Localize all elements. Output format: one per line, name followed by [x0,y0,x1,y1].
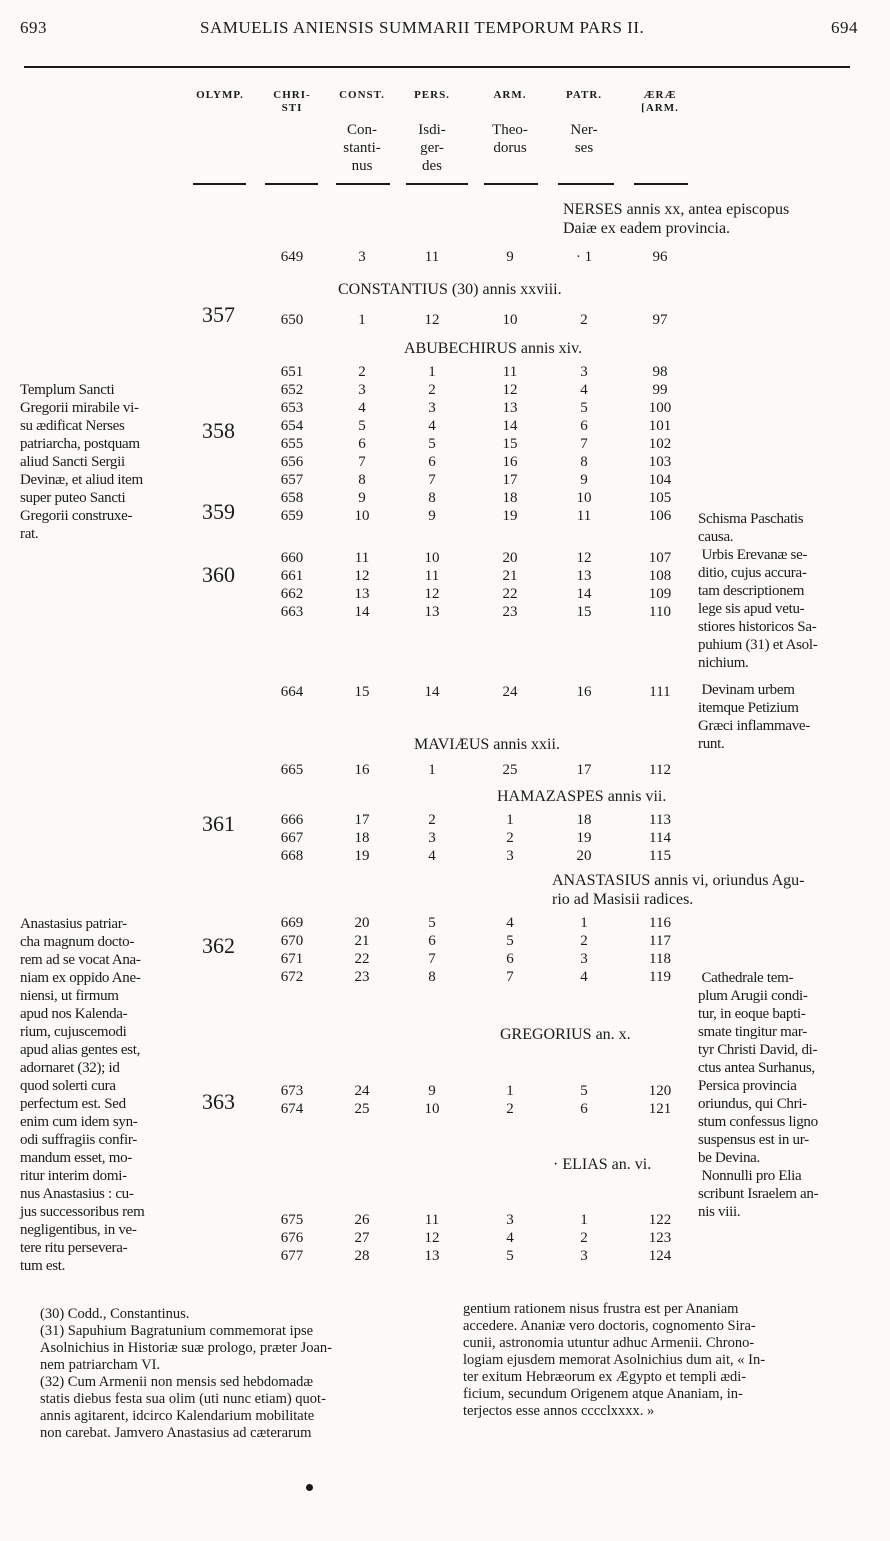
column-header-pers: PERS. [414,89,450,101]
column-header-olymp: OLYMP. [196,89,244,101]
cell-aerae: 109 [648,586,672,602]
cell-const: 16 [354,762,370,778]
cell-patr: 2 [580,312,588,328]
cell-pers: 12 [424,312,440,328]
cell-const: 19 [354,848,370,864]
cell-const: 4 [358,400,366,416]
reign-heading: GREGORIUS an. x. [500,1026,631,1043]
cell-arm: 1 [506,1083,514,1099]
olympiad-number: 359 [202,499,235,524]
cell-aerae: 102 [648,436,672,452]
cell-christi: 666 [280,812,304,828]
cell-arm: 14 [502,418,518,434]
cell-aerae: 106 [648,508,672,524]
cell-patr: 16 [576,684,592,700]
column-underline [406,183,468,185]
reign-heading: MAVIÆUS annis xxii. [414,736,560,753]
olympiad-number: 360 [202,562,235,587]
cell-patr: 10 [576,490,592,506]
cell-patr: 20 [576,848,592,864]
cell-const: 9 [358,490,366,506]
cell-aerae: 96 [652,249,668,265]
cell-patr: 2 [580,1230,588,1246]
cell-christi: 650 [280,312,304,328]
cell-pers: 11 [424,249,440,265]
footnotes-left: (30) Codd., Constantinus. (31) Sapuhium Bagratunium commemorat ipse Asolnichius in Historiæ suæ prologo, præter Joan- nem patriarcham VI. (32) Cum Armenii non mensis sed hebdomadæ statis diebus festa sua olim (uti nunc etiam) quot- annis agitarent, idcirco Kalendarium mobilitate non carebat. Jamvero Anastasius ad cæterarum [40,1306,333,1441]
right-note-cathedrale: Cathedrale tem- plum Arugii condi- tur, in eoque bapti- smate tingitur mar- tyr Christi David, di- ctus antea Surhanus, Persica provincia oriundus, qui Chri- stum confessus ligno suspensus est in ur- be Devina. Nonnulli pro Elia scribunt Israelem an- nis viii. [698,970,819,1220]
cell-const: 15 [354,684,370,700]
cell-pers: 3 [428,830,436,846]
reign-heading: NERSES annis xx, antea episcopus Daiæ ex eadem provincia. [563,201,790,237]
olympiad-number: 357 [202,302,235,327]
cell-pers: 1 [428,762,436,778]
cell-arm: 10 [502,312,518,328]
cell-christi: 675 [280,1212,304,1228]
cell-patr: 9 [580,472,588,488]
cell-aerae: 103 [648,454,672,470]
cell-patr: 13 [576,568,592,584]
cell-arm: 11 [502,364,518,380]
cell-arm: 13 [502,400,518,416]
cell-aerae: 112 [649,762,671,778]
cell-pers: 6 [428,454,436,470]
cell-aerae: 120 [648,1083,672,1099]
cell-aerae: 104 [648,472,672,488]
cell-christi: 655 [280,436,304,452]
cell-pers: 10 [424,550,440,566]
cell-christi: 657 [280,472,304,488]
cell-christi: 670 [280,933,304,949]
cell-arm: 2 [506,1101,514,1117]
page-number-left: 693 [20,18,47,37]
column-subheader-arm: Theo- dorus [492,122,528,156]
cell-arm: 22 [502,586,518,602]
running-title: SAMUELIS ANIENSIS SUMMARII TEMPORUM PARS II. [200,18,645,37]
cell-christi: 671 [280,951,304,967]
cell-const: 2 [358,364,366,380]
cell-aerae: 118 [649,951,671,967]
footnotes-right: gentium rationem nisus frustra est per Ananiam accedere. Ananiæ vero doctoris, cognomento Sira- cunii, astronomia utuntur adhuc Armenii. Chrono- logiam ejusdem memorat Asolnichius dum ait, « In- ter exitum Hebræorum ex Ægypto et templi ædi- ficium, secundum Origenem atque Ananiam, in- terjectos esse annos cccclxxxx. » [463,1301,766,1419]
cell-patr: 18 [576,812,592,828]
cell-christi: 652 [280,382,304,398]
left-note-templum: Templum Sancti Gregorii mirabile vi- su ædificat Nerses patriarcha, postquam aliud Sancti Sergii Devinæ, et aliud item super puteo Sancti Gregorii construxe- rat. [20,382,143,542]
cell-patr: 3 [580,1248,588,1264]
cell-christi: 660 [280,550,304,566]
cell-christi: 668 [280,848,304,864]
cell-aerae: 113 [649,812,671,828]
cell-pers: 7 [428,951,436,967]
reign-heading: · ELIAS an. vi. [553,1156,652,1173]
cell-arm: 5 [506,1248,514,1264]
cell-pers: 13 [424,1248,440,1264]
cell-pers: 4 [428,848,436,864]
cell-patr: 5 [580,1083,588,1099]
cell-christi: 656 [280,454,304,470]
column-header-patr: PATR. [565,89,603,101]
cell-arm: 7 [506,969,514,985]
reign-heading: CONSTANTIUS (30) annis xxviii. [338,281,562,298]
cell-patr: 3 [580,364,588,380]
right-note-devinam: Devinam urbem itemque Petizium Græci inflammave- runt. [698,682,810,752]
cell-pers: 9 [428,1083,436,1099]
cell-pers: 8 [428,490,436,506]
cell-christi: 663 [280,604,304,620]
cell-arm: 24 [502,684,518,700]
header-rule [24,66,850,68]
cell-christi: 651 [280,364,304,380]
cell-aerae: 121 [648,1101,672,1117]
cell-pers: 9 [428,508,436,524]
olympiad-number: 363 [202,1089,235,1114]
cell-aerae: 114 [649,830,671,846]
cell-pers: 1 [428,364,436,380]
cell-pers: 7 [428,472,436,488]
cell-const: 26 [354,1212,370,1228]
cell-const: 13 [354,586,370,602]
cell-arm: 25 [502,762,518,778]
cell-christi: 677 [280,1248,304,1264]
cell-const: 28 [354,1248,370,1264]
cell-const: 12 [354,568,370,584]
cell-pers: 8 [428,969,436,985]
cell-patr: 12 [576,550,592,566]
cell-const: 18 [354,830,370,846]
cell-patr: · 1 [575,249,593,265]
cell-aerae: 115 [649,848,671,864]
cell-const: 23 [354,969,370,985]
cell-pers: 11 [424,568,440,584]
cell-patr: 6 [580,1101,588,1117]
cell-christi: 658 [280,490,304,506]
cell-aerae: 124 [648,1248,672,1264]
cell-pers: 10 [424,1101,440,1117]
olympiad-number: 362 [202,933,235,958]
cell-christi: 676 [280,1230,304,1246]
cell-const: 7 [358,454,366,470]
cell-aerae: 111 [649,684,671,700]
cell-arm: 2 [506,830,514,846]
cell-patr: 1 [580,1212,588,1228]
page-number-right: 694 [831,18,858,37]
cell-const: 22 [354,951,370,967]
column-subheader-pers: Isdi- ger- des [418,122,446,174]
cell-christi: 674 [280,1101,304,1117]
cell-const: 14 [354,604,370,620]
cell-pers: 6 [428,933,436,949]
cell-patr: 8 [580,454,588,470]
cell-aerae: 99 [652,382,668,398]
cell-const: 20 [354,915,370,931]
cell-arm: 1 [506,812,514,828]
column-underline [484,183,538,185]
cell-patr: 1 [580,915,588,931]
cell-aerae: 101 [648,418,672,434]
cell-aerae: 117 [649,933,671,949]
cell-const: 25 [354,1101,370,1117]
cell-arm: 3 [506,848,514,864]
cell-const: 27 [354,1230,370,1246]
cell-pers: 3 [428,400,436,416]
cell-arm: 3 [506,1212,514,1228]
cell-pers: 12 [424,1230,440,1246]
cell-const: 11 [354,550,370,566]
cell-aerae: 108 [648,568,672,584]
cell-arm: 9 [506,249,514,265]
reign-heading: HAMAZASPES annis vii. [497,788,667,805]
cell-pers: 5 [428,436,436,452]
cell-christi: 672 [280,969,304,985]
cell-patr: 3 [580,951,588,967]
cell-christi: 673 [280,1083,304,1099]
cell-const: 8 [358,472,366,488]
cell-const: 3 [358,382,366,398]
cell-pers: 12 [424,586,440,602]
column-header-christi: CHRI- STI [273,89,311,114]
cell-const: 10 [354,508,370,524]
cell-aerae: 123 [648,1230,672,1246]
column-underline [193,183,246,185]
cell-pers: 4 [428,418,436,434]
cell-arm: 4 [506,915,514,931]
cell-patr: 2 [580,933,588,949]
cell-const: 5 [358,418,366,434]
cell-const: 24 [354,1083,370,1099]
cell-aerae: 116 [649,915,671,931]
cell-christi: 664 [280,684,304,700]
cell-pers: 11 [424,1212,440,1228]
cell-arm: 15 [502,436,518,452]
cell-christi: 669 [280,915,304,931]
column-underline [265,183,318,185]
cell-pers: 2 [428,382,436,398]
reign-heading: ANASTASIUS annis vi, oriundus Agu- rio ad Masisii radices. [552,872,805,908]
cell-christi: 659 [280,508,304,524]
cell-patr: 11 [576,508,592,524]
cell-patr: 17 [576,762,592,778]
cell-patr: 4 [580,382,588,398]
cell-aerae: 97 [652,312,668,328]
cell-pers: 13 [424,604,440,620]
cell-arm: 23 [502,604,518,620]
cell-const: 6 [358,436,366,452]
cell-aerae: 122 [648,1212,672,1228]
cell-patr: 14 [576,586,592,602]
column-header-arm: ARM. [493,89,527,101]
cell-arm: 5 [506,933,514,949]
cell-christi: 653 [280,400,304,416]
cell-christi: 654 [280,418,304,434]
cell-patr: 15 [576,604,592,620]
column-underline [336,183,390,185]
cell-christi: 667 [280,830,304,846]
cell-patr: 7 [580,436,588,452]
cell-patr: 5 [580,400,588,416]
column-underline [634,183,688,185]
page-dot-ornament [306,1484,313,1491]
cell-aerae: 98 [652,364,668,380]
cell-arm: 19 [502,508,518,524]
cell-const: 3 [358,249,366,265]
cell-aerae: 107 [648,550,672,566]
cell-const: 21 [354,933,370,949]
cell-patr: 19 [576,830,592,846]
cell-const: 1 [358,312,366,328]
cell-aerae: 119 [649,969,671,985]
cell-pers: 5 [428,915,436,931]
olympiad-number: 358 [202,418,235,443]
column-underline [558,183,614,185]
cell-christi: 649 [280,249,304,265]
reign-heading: ABUBECHIRUS annis xiv. [404,340,583,357]
cell-pers: 2 [428,812,436,828]
cell-patr: 4 [580,969,588,985]
column-subheader-patr: Ner- ses [570,122,598,156]
cell-arm: 4 [506,1230,514,1246]
cell-arm: 21 [502,568,518,584]
left-note-anastasius: Anastasius patriar- cha magnum docto- rem ad se vocat Ana- niam ex oppido Ane- niensi, ut firmum apud nos Kalenda- rium, cujuscemodi apud alias gentes est, adornaret (32); id quod solerti cura perfectum est. Sed enim cum idem syn- odi suffragiis confir- mandum esset, mo- ritur interim domi- nus Anastasius : cu- jus successoribus rem negligentibus, in ve- tere ritu persevera- tum est. [20,916,145,1274]
column-subheader-const: Con- stanti- nus [343,122,381,174]
cell-arm: 12 [502,382,518,398]
cell-arm: 17 [502,472,518,488]
cell-christi: 665 [280,762,304,778]
cell-const: 17 [354,812,370,828]
cell-christi: 661 [280,568,304,584]
column-header-const: CONST. [339,89,385,101]
right-note-schisma: Schisma Paschatis causa. Urbis Erevanæ se- ditio, cujus accura- tam descriptionem lege sis apud vetu- stiores historicos Sa- puhium (31) et Asol- nichium. [698,511,818,671]
cell-arm: 16 [502,454,518,470]
column-header-aerae: ÆRÆ [ARM. [641,89,679,114]
cell-christi: 662 [280,586,304,602]
cell-arm: 18 [502,490,518,506]
cell-arm: 20 [502,550,518,566]
cell-aerae: 105 [648,490,672,506]
cell-aerae: 100 [648,400,672,416]
cell-patr: 6 [580,418,588,434]
cell-aerae: 110 [649,604,671,620]
cell-arm: 6 [506,951,514,967]
cell-pers: 14 [424,684,440,700]
olympiad-number: 361 [202,811,235,836]
